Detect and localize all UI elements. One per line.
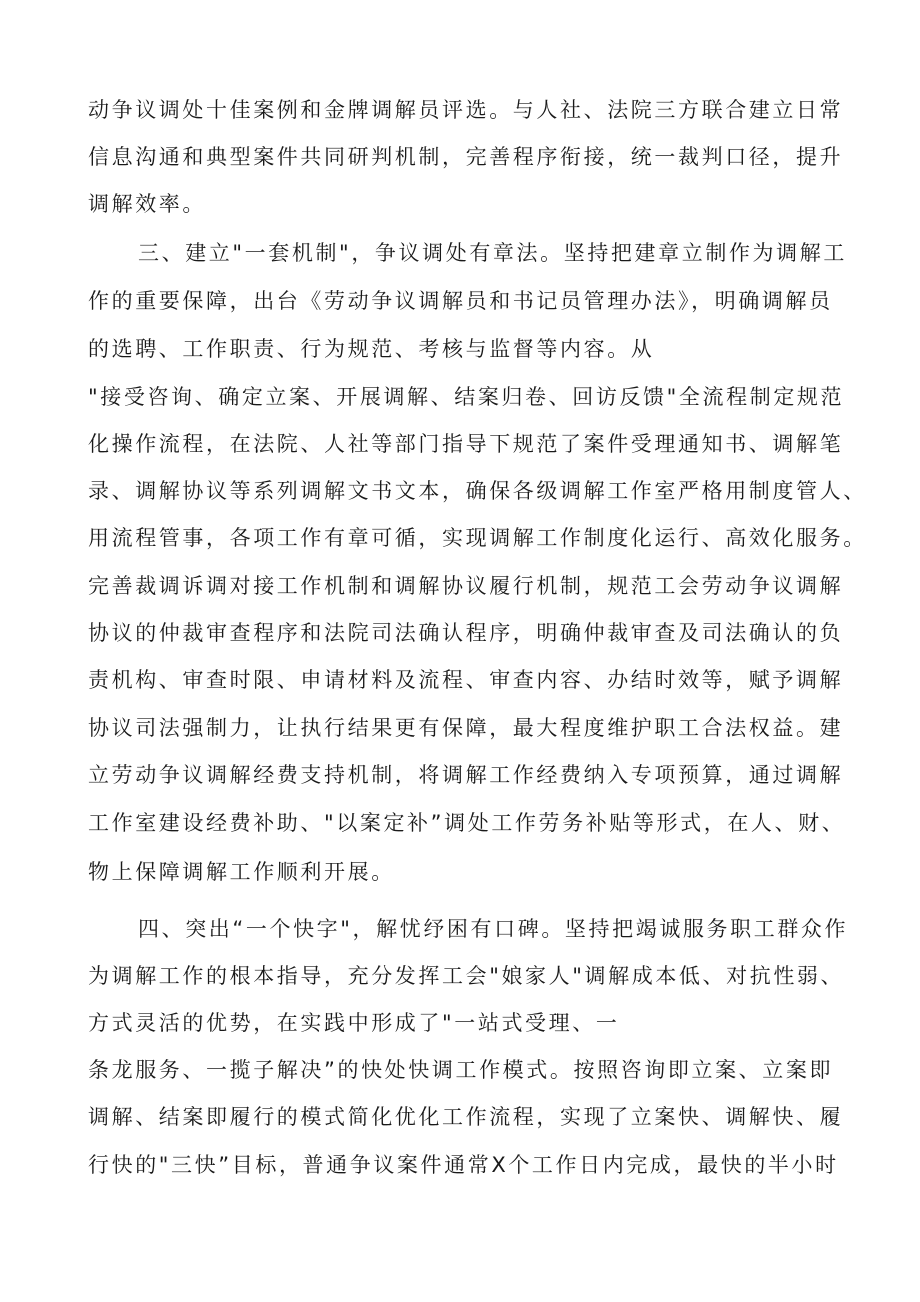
text-line: 行快的"三快”目标，普通争议案件通常X个工作日内完成，最快的半小时 — [88, 1153, 839, 1177]
text-line: 调解、结案即履行的模式简化优化工作流程，实现了立案快、调解快、履 — [88, 1105, 844, 1129]
section-heading-line: 四、突出“一个快字"，解忧纾困有口碑。坚持把竭诚服务职工群众作 — [138, 917, 849, 941]
text-line: 用流程管事，各项工作有章可循，实现调解工作制度化运行、高效化服务。 — [88, 526, 867, 550]
text-line: 为调解工作的根本指导，充分发挥工会"娘家人"调解成本低、对抗性弱、 — [88, 964, 845, 988]
text-line: 立劳动争议调解经费支持机制，将调解工作经费纳入专项预算，通过调解 — [88, 763, 844, 787]
section-heading-line: 三、建立"一套机制"，争议调处有章法。坚持把建章立制作为调解工 — [138, 241, 847, 265]
text-line: 信息沟通和典型案件共同研判机制，完善程序衔接，统一裁判口径，提升 — [88, 145, 844, 169]
text-line: 化操作流程，在法院、人社等部门指导下规范了案件受理通知书、调解笔 — [88, 432, 844, 456]
text-line: 协议的仲裁审查程序和法院司法确认程序，明确仲裁审查及司法确认的负 — [88, 621, 844, 645]
text-line: 的选聘、工作职责、行为规范、考核与监督等内容。从 — [88, 337, 655, 361]
text-line: 调解效率。 — [88, 192, 206, 216]
text-line: 责机构、审查时限、申请材料及流程、审查内容、办结时效等，赋予调解 — [88, 668, 844, 692]
text-line: 物上保障调解工作顺利开展。 — [88, 860, 395, 884]
text-line: 条龙服务、一揽子解决”的快处快调工作模式。按照咨询即立案、立案即 — [88, 1058, 834, 1082]
text-line: 作的重要保障，出台《劳动争议调解员和书记员管理办法》，明确调解员 — [88, 289, 833, 313]
text-line: 动争议调处十佳案例和金牌调解员评选。与人社、法院三方联合建立日常 — [88, 98, 844, 122]
text-line: 工作室建设经费补助、"以案定补”调处工作劳务补贴等形式，在人、财、 — [88, 811, 846, 835]
text-line: 协议司法强制力，让执行结果更有保障，最大程度维护职工合法权益。建 — [88, 716, 844, 740]
text-line: 完善裁调诉调对接工作机制和调解协议履行机制，规范工会劳动争议调解 — [88, 574, 844, 598]
text-line: 方式灵活的优势，在实践中形成了"一站式受理、一 — [88, 1011, 620, 1035]
text-line: 录、调解协议等系列调解文书文本，确保各级调解工作室严格用制度管人、 — [88, 479, 867, 503]
text-line: "接受咨询、确定立案、开展调解、结案归卷、回访反馈"全流程制定规范 — [88, 385, 845, 409]
